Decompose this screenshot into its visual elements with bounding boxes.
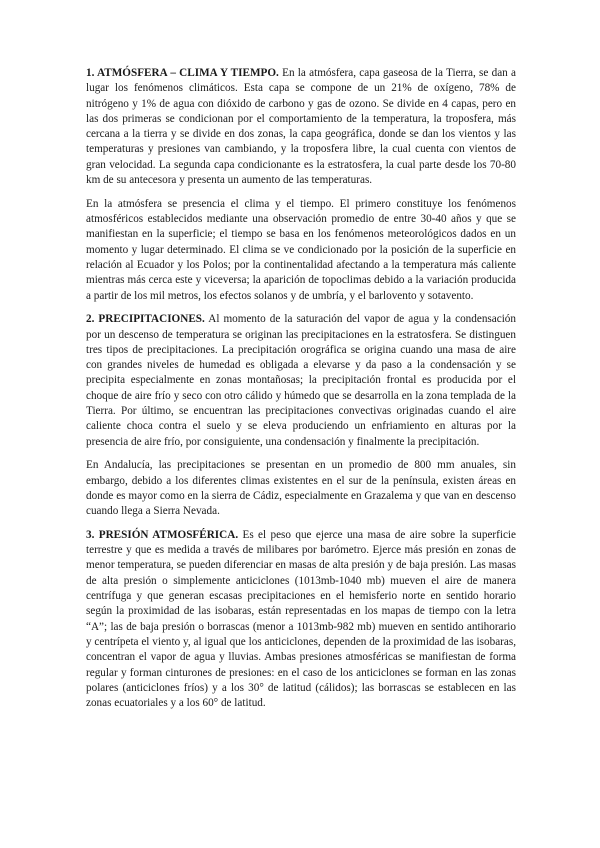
paragraph-atmosfera [86,66,516,188]
paragraph-text: En la atmósfera se presencia el clima y el tiempo. El primero constituye los fenómenos atmosféricos establecidos mediante una observación promedio de entre 30-40 años y que se manifiestan en la superficie; el tiempo se basa en los fenómenos meteorológicos dados en un momento y lugar determinado. El clima se ve condicionado por la posición de la superficie en relación al Ecuador y los Polos; por la continentalidad afectando a la temperatura más caliente mientras más cerca este y viceversa; la aparición de topoclimas debido a la variación producida a partir de los mil metros, los efectos solanos y de umbría, y el barlovento y sotavento. [86,197,516,302]
paragraph-presion [86,528,516,712]
paragraph-text: Es el peso que ejerce una masa de aire sobre la superficie terrestre y que es medida a través de milibares por barómetro. Ejerce más presión en zonas de menor temperatura, se pueden diferenciar en masas de alta presión y de baja presión. Las masas de alta presión o simplemente anticiclones (1013mb-1040 mb) mueven el aire de manera centrífuga y que generan escasas precipitaciones en el hemisferio norte en sentido horario según la proximidad de las isobaras, están representadas en los mapas de tiempo con la letra “A”; las de baja presión o borrascas (menor a 1013mb-982 mb) mueven en sentido antihorario y centrípeta el viento y, al igual que los anticiclones, dependen de la proximidad de las isobaras, concentran el vapor de agua y lluvias. Ambas presiones atmosféricas se manifiestan de forma regular y forman cinturones de presiones: en el caso de los anticiclones se forman en las zonas polares (anticiclones fríos) y a los 30° de latitud (cálidos); las borrascas se establecen en las zonas ecuatoriales y a los 60° de latitud. [86,528,517,710]
paragraph-text: En la atmósfera, capa gaseosa de la Tierra, se dan a lugar los fenómenos climáticos. Esta capa se compone de un 21% de oxígeno, 78% de nitrógeno y 1% de agua con dióxido de carbono y gas de ozono. Se divide en 4 capas, pero en las dos primeras se condicionan por el comportamiento de la temperatura, la troposfera, más cercana a la tierra y se divide en dos zonas, la capa geográfica, donde se dan los vientos y las temperaturas y presiones van cambiando, y la troposfera libre, la cual cuenta con vientos de gran velocidad. La segunda capa condicionante es la estratosfera, la cual parte desde los 70-80 km de su antecesora y presenta un aumento de las temperaturas. [86,67,516,187]
section-heading-presion: 3. PRESIÓN ATMOSFÉRICA. [86,528,239,541]
document-page [86,66,516,720]
paragraph-precipitaciones [86,312,516,450]
paragraph-andalucia [86,458,516,519]
paragraph-clima-tiempo [86,197,516,304]
section-heading-precipitaciones: 2. PRECIPITACIONES. [86,313,205,326]
paragraph-text: Al momento de la saturación del vapor de agua y la condensación por un descenso de temperatura se originan las precipitaciones en la estratosfera. Se distinguen tres tipos de precipitaciones. La precipitación orográfica se origina cuando una masa de aire con grandes niveles de humedad es obligada a elevarse y da paso a la condensación y se precipita especialmente en zonas montañosas; la precipitación frontal es producida por el choque de aire frío y seco con otro cálido y húmedo que se desarrolla en la zona templada de la Tierra. Por último, se encuentran las precipitaciones convectivas originadas cuando el aire caliente choca contra el suelo y se eleva produciendo un enfriamiento en alturas por la presencia de aire frío, por consiguiente, una condensación y finalmente la precipitación. [86,313,516,448]
paragraph-text: En Andalucía, las precipitaciones se presentan en un promedio de 800 mm anuales, sin embargo, debido a los diferentes climas existentes en el sur de la península, existen áreas en donde es mayor como en la sierra de Cádiz, especialmente en Grazalema y que van en descenso cuando llega a Sierra Nevada. [86,459,516,518]
section-heading-atmosfera: 1. ATMÓSFERA – CLIMA Y TIEMPO. [86,67,279,79]
